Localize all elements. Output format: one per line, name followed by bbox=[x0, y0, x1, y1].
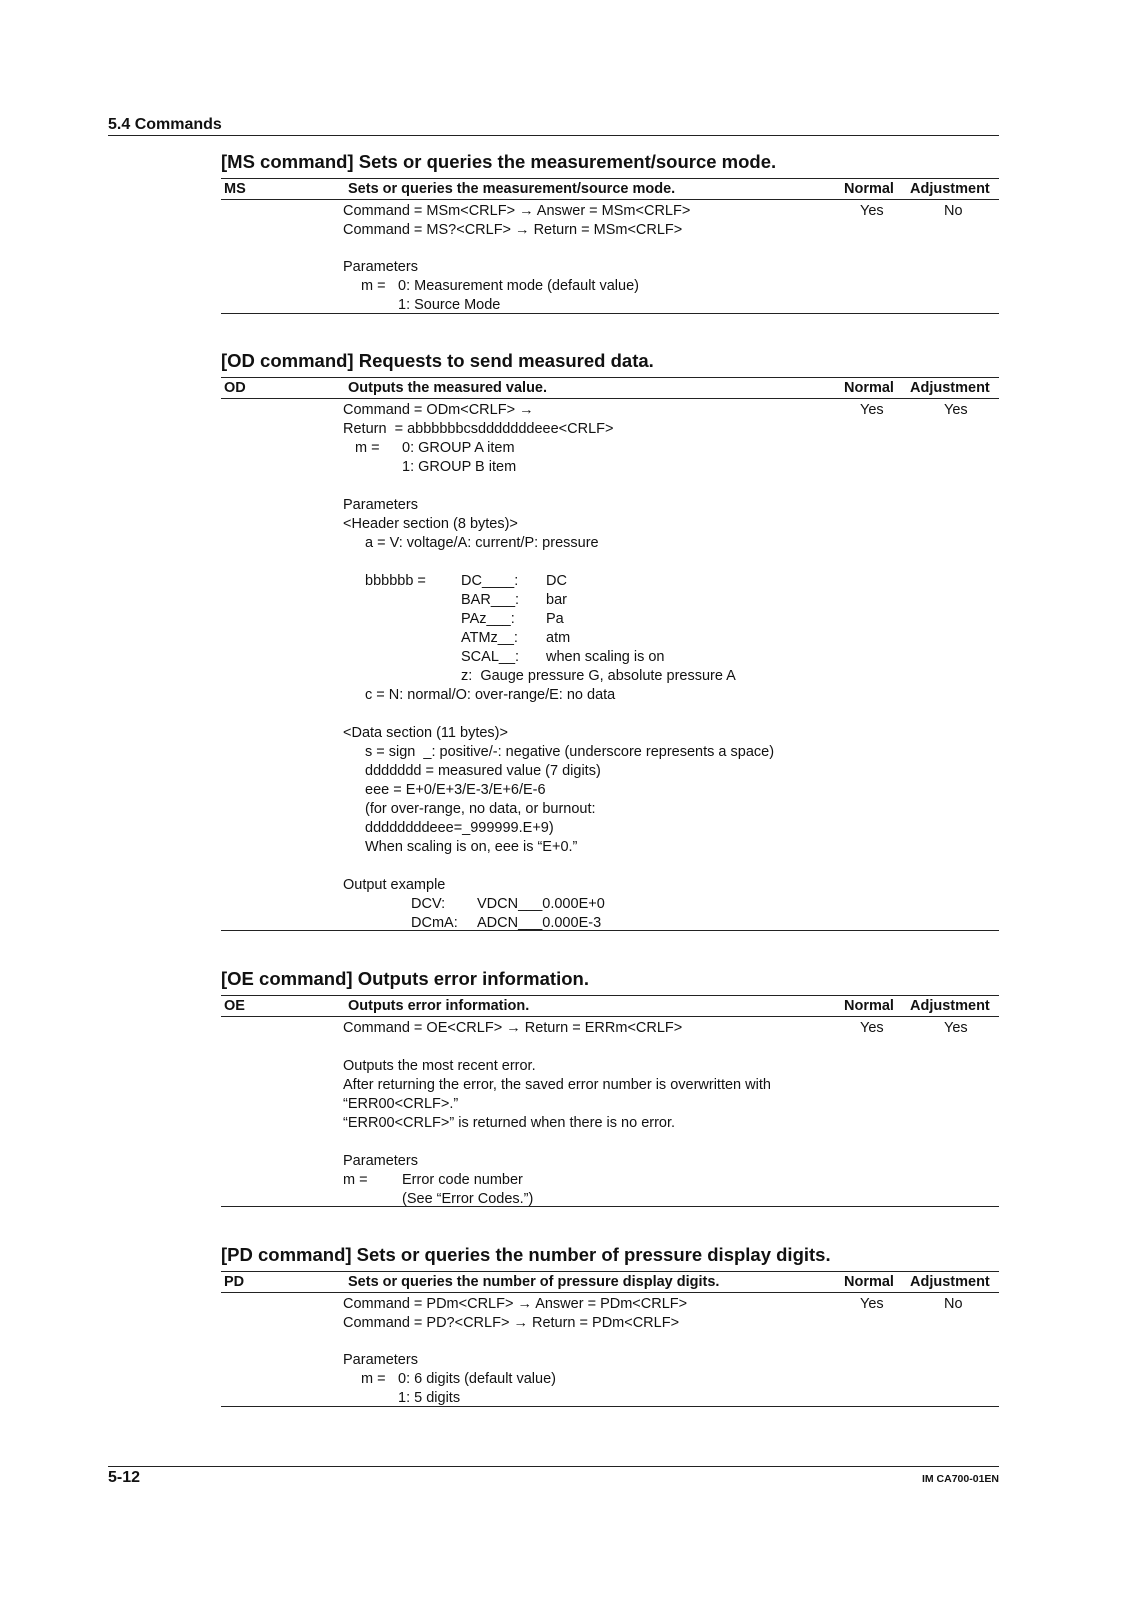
section-label: 5.4 Commands bbox=[108, 116, 222, 133]
body-line: m = bbox=[343, 1172, 368, 1188]
section-title: [OE command] Outputs error information. bbox=[221, 968, 589, 989]
column-normal: Normal bbox=[844, 181, 894, 197]
body-line: Command = OE<CRLF> → Return = ERRm<CRLF> bbox=[343, 1020, 683, 1036]
document-id: IM CA700-01EN bbox=[921, 1473, 999, 1485]
body-line: Pa bbox=[546, 611, 564, 627]
table-header bbox=[221, 178, 999, 200]
body-line: eee = E+0/E+3/E-3/E+6/E-6 bbox=[365, 782, 546, 798]
body-line: PAz___: bbox=[461, 611, 515, 627]
table-header bbox=[221, 377, 999, 399]
body-line: ddddddd = measured value (7 digits) bbox=[365, 763, 601, 779]
body-line: ADCN___0.000E-3 bbox=[477, 915, 602, 931]
column-adjustment: Adjustment bbox=[910, 181, 990, 197]
body-line: BAR___: bbox=[461, 592, 520, 608]
od-command-section bbox=[221, 349, 999, 931]
normal-value: Yes bbox=[860, 1020, 884, 1036]
body-line: (See “Error Codes.”) bbox=[402, 1191, 534, 1207]
body-line: When scaling is on, eee is “E+0.” bbox=[365, 839, 578, 855]
section-title: [MS command] Sets or queries the measurement/source mode. bbox=[221, 151, 777, 172]
body-line: DC bbox=[546, 573, 567, 589]
oe-command-section bbox=[221, 967, 999, 1207]
normal-value: Yes bbox=[860, 203, 884, 219]
adjustment-value: Yes bbox=[944, 402, 968, 418]
body-line: 0: GROUP A item bbox=[402, 440, 515, 456]
page-footer bbox=[108, 1466, 999, 1489]
normal-value: Yes bbox=[860, 1296, 884, 1312]
body-line: Command = MS?<CRLF> → Return = MSm<CRLF> bbox=[343, 222, 683, 238]
column-normal: Normal bbox=[844, 380, 894, 396]
body-line: c = N: normal/O: over-range/E: no data bbox=[365, 687, 616, 703]
section-title: [PD command] Sets or queries the number of pressure display digits. bbox=[221, 1244, 831, 1265]
command-summary: Sets or queries the number of pressure display digits. bbox=[348, 1274, 720, 1290]
body-line: DCmA: bbox=[411, 915, 458, 931]
table-header bbox=[221, 995, 999, 1017]
normal-value: Yes bbox=[860, 402, 884, 418]
body-line: Parameters bbox=[343, 1352, 418, 1368]
body-line: (for over-range, no data, or burnout: bbox=[365, 801, 596, 817]
body-line: Outputs the most recent error. bbox=[343, 1058, 536, 1074]
body-line: a = V: voltage/A: current/P: pressure bbox=[365, 535, 599, 551]
body-line: 1: GROUP B item bbox=[402, 459, 517, 475]
body-line: 0: Measurement mode (default value) bbox=[398, 278, 639, 294]
section-title: [OD command] Requests to send measured data. bbox=[221, 350, 654, 371]
column-normal: Normal bbox=[844, 998, 894, 1014]
body-line: atm bbox=[546, 630, 571, 646]
body-line: m = bbox=[361, 1371, 386, 1387]
body-line: 0: 6 digits (default value) bbox=[398, 1371, 556, 1387]
table-body bbox=[221, 399, 999, 931]
table-body bbox=[221, 200, 999, 314]
body-line: Output example bbox=[343, 877, 446, 893]
adjustment-value: No bbox=[944, 1296, 963, 1312]
body-line: DCV: bbox=[411, 896, 446, 912]
body-line: Error code number bbox=[402, 1172, 523, 1188]
adjustment-value: No bbox=[944, 203, 963, 219]
column-adjustment: Adjustment bbox=[910, 998, 990, 1014]
command-summary: Outputs error information. bbox=[348, 998, 530, 1014]
body-line: z: Gauge pressure G, absolute pressure A bbox=[461, 668, 736, 684]
ms-command-section bbox=[221, 150, 999, 314]
pd-command-section bbox=[221, 1243, 999, 1407]
body-line: m = bbox=[361, 278, 386, 294]
command-summary: Sets or queries the measurement/source mode. bbox=[348, 181, 676, 197]
body-line: Command = PD?<CRLF> → Return = PDm<CRLF> bbox=[343, 1315, 680, 1331]
body-line: VDCN___0.000E+0 bbox=[477, 896, 605, 912]
body-line: Command = MSm<CRLF> → Answer = MSm<CRLF> bbox=[343, 203, 691, 219]
body-line: “ERR00<CRLF>.” bbox=[343, 1096, 459, 1112]
column-normal: Normal bbox=[844, 1274, 894, 1290]
body-line: 1: Source Mode bbox=[398, 297, 501, 313]
command-code: MS bbox=[224, 181, 246, 197]
body-line: bar bbox=[546, 592, 567, 608]
body-line: Return = abbbbbbcsdddddddeee<CRLF> bbox=[343, 421, 614, 437]
body-line: <Data section (11 bytes)> bbox=[343, 725, 508, 741]
body-line: m = bbox=[355, 440, 380, 456]
table-body bbox=[221, 1293, 999, 1407]
command-summary: Outputs the measured value. bbox=[348, 380, 548, 396]
column-adjustment: Adjustment bbox=[910, 380, 990, 396]
adjustment-value: Yes bbox=[944, 1020, 968, 1036]
page-header bbox=[108, 114, 999, 136]
body-line: Parameters bbox=[343, 259, 418, 275]
column-adjustment: Adjustment bbox=[910, 1274, 990, 1290]
table-header bbox=[221, 1271, 999, 1293]
body-line: ATMz__: bbox=[461, 630, 518, 646]
body-line: After returning the error, the saved error number is overwritten with bbox=[343, 1077, 771, 1093]
body-line: when scaling is on bbox=[546, 649, 665, 665]
body-line: ddddddddeee=_999999.E+9) bbox=[365, 820, 554, 836]
body-line: SCAL__: bbox=[461, 649, 520, 665]
body-line: Command = ODm<CRLF> → bbox=[343, 402, 534, 418]
body-line: Command = PDm<CRLF> → Answer = PDm<CRLF> bbox=[343, 1296, 688, 1312]
body-line: “ERR00<CRLF>” is returned when there is no error. bbox=[343, 1115, 676, 1131]
table-body bbox=[221, 1017, 999, 1207]
command-code: OE bbox=[224, 998, 245, 1014]
body-line: <Header section (8 bytes)> bbox=[343, 516, 518, 532]
body-line: bbbbbb = bbox=[365, 573, 426, 589]
body-line: Parameters bbox=[343, 497, 418, 513]
body-line: DC____: bbox=[461, 573, 519, 589]
body-line: 1: 5 digits bbox=[398, 1390, 461, 1406]
command-code: OD bbox=[224, 380, 246, 396]
page-number: 5-12 bbox=[108, 1469, 141, 1486]
command-code: PD bbox=[224, 1274, 245, 1290]
body-line: Parameters bbox=[343, 1153, 418, 1169]
body-line: s = sign _: positive/-: negative (underscore represents a space) bbox=[365, 744, 775, 760]
